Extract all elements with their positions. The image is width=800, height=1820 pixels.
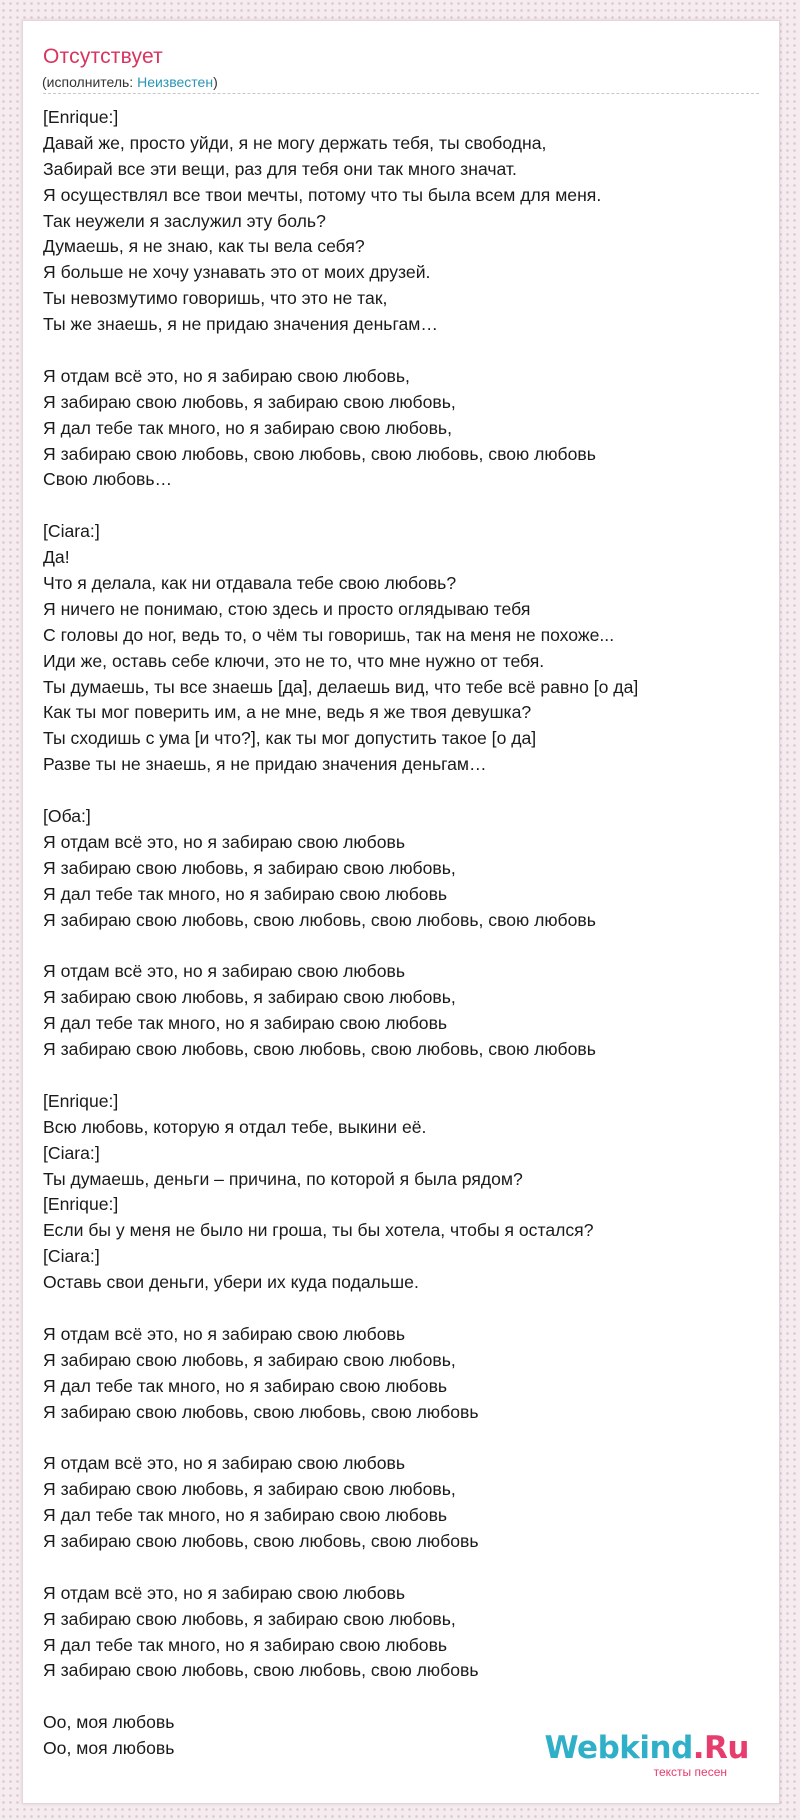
lyric-line: Я забираю свою любовь, свою любовь, свою любовь, свою любовь bbox=[43, 443, 596, 464]
lyrics-text bbox=[43, 105, 759, 1762]
lyric-line: Так неужели я заслужил эту боль? bbox=[43, 210, 326, 231]
lyric-line: Я забираю свою любовь, свою любовь, свою любовь, свою любовь bbox=[43, 909, 596, 930]
lyric-line: Свою любовь… bbox=[43, 469, 173, 490]
lyric-line: Я ничего не понимаю, стою здесь и просто оглядываю тебя bbox=[43, 598, 531, 619]
lyrics-card bbox=[22, 20, 780, 1804]
lyric-line: Разве ты не знаешь, я не придаю значения деньгам… bbox=[43, 754, 487, 775]
song-title: Отсутствует bbox=[43, 45, 163, 68]
lyric-line: Думаешь, я не знаю, как ты вела себя? bbox=[43, 236, 365, 257]
stanza-gap bbox=[43, 934, 759, 960]
lyric-line: Оо, моя любовь bbox=[43, 1738, 175, 1759]
logo-tld: .Ru bbox=[692, 1730, 749, 1766]
lyric-line: Ты сходишь с ума [и что?], как ты мог допустить такое [о да] bbox=[43, 728, 537, 749]
lyric-line: Я отдам всё это, но я забираю свою любовь bbox=[43, 1582, 405, 1603]
lyric-line: Как ты мог поверить им, а не мне, ведь я же твоя девушка? bbox=[43, 702, 532, 723]
lyric-line: [Enrique:] bbox=[43, 1194, 119, 1215]
lyric-line: Я отдам всё это, но я забираю свою любовь bbox=[43, 1453, 405, 1474]
lyric-line: Да! bbox=[43, 547, 70, 568]
lyric-line: Я забираю свою любовь, я забираю свою любовь, bbox=[43, 1349, 456, 1370]
lyric-line: Что я делала, как ни отдавала тебе свою любовь? bbox=[43, 573, 457, 594]
lyric-line: Я дал тебе так много, но я забираю свою любовь bbox=[43, 1505, 448, 1526]
lyric-line: Забирай все эти вещи, раз для тебя они так много значат. bbox=[43, 158, 517, 179]
lyric-line: Если бы у меня не было ни гроша, ты бы хотела, чтобы я остался? bbox=[43, 1220, 594, 1241]
lyric-line: Давай же, просто уйди, я не могу держать тебя, ты свободна, bbox=[43, 132, 547, 153]
lyric-line: Я отдам всё это, но я забираю свою любовь, bbox=[43, 365, 410, 386]
lyric-line: [Enrique:] bbox=[43, 1090, 119, 1111]
lyric-line: Ты думаешь, ты все знаешь [да], делаешь вид, что тебе всё равно [о да] bbox=[43, 676, 639, 697]
lyric-line: Я забираю свою любовь, я забираю свою любовь, bbox=[43, 987, 456, 1008]
lyric-line: Я отдам всё это, но я забираю свою любовь bbox=[43, 1323, 405, 1344]
lyric-line: Я дал тебе так много, но я забираю свою любовь bbox=[43, 1013, 448, 1034]
lyric-line: Я больше не хочу узнавать это от моих друзей. bbox=[43, 262, 431, 283]
lyric-line: [Ciara:] bbox=[43, 1246, 100, 1267]
site-logo[interactable] bbox=[544, 1730, 749, 1783]
logo-wordmark bbox=[544, 1731, 749, 1765]
header-divider bbox=[43, 93, 759, 94]
lyric-line: Всю любовь, которую я отдал тебе, выкини её. bbox=[43, 1116, 427, 1137]
lyric-line: Оставь свои деньги, убери их куда подальше. bbox=[43, 1272, 419, 1293]
logo-tagline: тексты песен bbox=[653, 1765, 727, 1779]
lyric-line: [Ciara:] bbox=[43, 1142, 100, 1163]
lyric-line: Я отдам всё это, но я забираю свою любовь bbox=[43, 961, 405, 982]
lyric-line: Я забираю свою любовь, я забираю свою любовь, bbox=[43, 857, 456, 878]
lyric-line: Я дал тебе так много, но я забираю свою любовь bbox=[43, 1634, 448, 1655]
stanza-gap bbox=[43, 1555, 759, 1581]
lyric-line: Я забираю свою любовь, свою любовь, свою любовь bbox=[43, 1530, 479, 1551]
artist-suffix: ) bbox=[213, 74, 218, 90]
lyric-line: С головы до ног, ведь то, о чём ты говоришь, так на меня не похоже... bbox=[43, 624, 615, 645]
lyric-line: Я дал тебе так много, но я забираю свою любовь, bbox=[43, 417, 452, 438]
stanza-gap bbox=[43, 778, 759, 804]
stanza-gap bbox=[43, 1296, 759, 1322]
lyric-line: Ты невозмутимо говоришь, что это не так, bbox=[43, 288, 388, 309]
lyric-line: Оо, моя любовь bbox=[43, 1712, 175, 1733]
lyric-line: Я забираю свою любовь, я забираю свою любовь, bbox=[43, 1608, 456, 1629]
lyric-line: Я забираю свою любовь, я забираю свою любовь, bbox=[43, 391, 456, 412]
lyric-line: [Enrique:] bbox=[43, 107, 119, 127]
lyric-line: Я забираю свою любовь, свою любовь, свою любовь, свою любовь bbox=[43, 1039, 596, 1060]
lyric-line: Я забираю свою любовь, свою любовь, свою любовь bbox=[43, 1660, 479, 1681]
lyric-line: Я отдам всё это, но я забираю свою любовь bbox=[43, 831, 405, 852]
lyric-line: Я осуществлял все твои мечты, потому что ты была всем для меня. bbox=[43, 184, 602, 205]
stanza-gap bbox=[43, 338, 759, 364]
stanza-gap bbox=[43, 1063, 759, 1089]
artist-line bbox=[42, 73, 218, 91]
artist-link[interactable]: Неизвестен bbox=[137, 74, 214, 90]
artist-prefix: (исполнитель: bbox=[42, 74, 138, 90]
lyric-line: [Оба:] bbox=[43, 806, 91, 827]
lyric-line: Я дал тебе так много, но я забираю свою любовь bbox=[43, 883, 448, 904]
lyric-line: Ты же знаешь, я не придаю значения деньгам… bbox=[43, 314, 438, 335]
logo-name: Webkind bbox=[544, 1730, 693, 1766]
stanza-gap bbox=[43, 493, 759, 519]
lyric-line: Я забираю свою любовь, я забираю свою любовь, bbox=[43, 1479, 456, 1500]
lyric-line: Я забираю свою любовь, свою любовь, свою любовь bbox=[43, 1401, 479, 1422]
lyric-line: Иди же, оставь себе ключи, это не то, что мне нужно от тебя. bbox=[43, 650, 545, 671]
lyric-line: Ты думаешь, деньги – причина, по которой я была рядом? bbox=[43, 1168, 523, 1189]
stanza-gap bbox=[43, 1684, 759, 1710]
lyric-line: Я дал тебе так много, но я забираю свою любовь bbox=[43, 1375, 448, 1396]
lyric-line: [Ciara:] bbox=[43, 521, 100, 542]
stanza-gap bbox=[43, 1425, 759, 1451]
